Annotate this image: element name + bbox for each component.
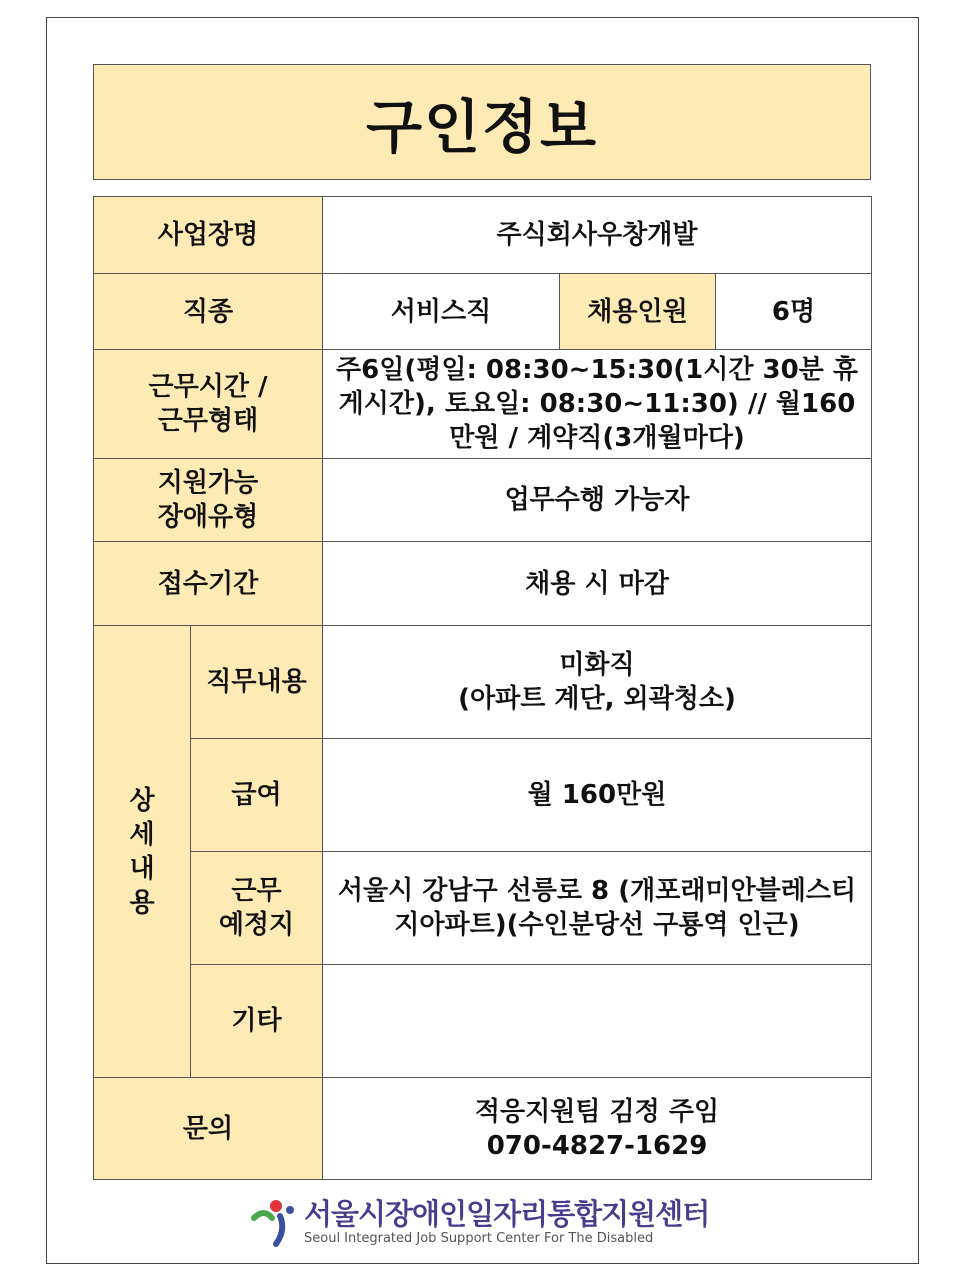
table-row xyxy=(94,626,872,739)
table-row xyxy=(94,274,872,350)
duty-value-line1: 미화직 xyxy=(559,650,635,680)
contact-label: 문의 xyxy=(94,1078,323,1180)
table-row xyxy=(94,965,872,1078)
company-value: 주식회사우창개발 xyxy=(323,197,872,274)
disability-value: 업무수행 가능자 xyxy=(323,459,872,542)
detail-label xyxy=(94,626,191,1078)
org-name-korean: 서울시장애인일자리통합지원센터 xyxy=(304,1197,710,1231)
table-row xyxy=(94,1078,872,1180)
table-row xyxy=(94,739,872,852)
table-row xyxy=(94,542,872,626)
duty-value xyxy=(323,626,872,739)
location-label-line2: 예정지 xyxy=(218,910,295,940)
footer-text xyxy=(304,1197,709,1247)
table-row xyxy=(94,197,872,274)
job-value: 서비스직 xyxy=(323,274,560,350)
footer-logo xyxy=(250,1192,720,1252)
contact-name: 적응지원팀 김정 주임 xyxy=(474,1096,720,1127)
disability-label xyxy=(94,459,323,542)
period-value: 채용 시 마감 xyxy=(323,542,872,626)
pay-value: 월 160만원 xyxy=(323,739,872,852)
org-name-english: Seoul Integrated Job Support Center For The Disabled xyxy=(304,1231,654,1246)
contact-phone: 070-4827-1629 xyxy=(486,1130,708,1161)
pay-label: 급여 xyxy=(191,739,323,852)
etc-value xyxy=(323,965,872,1078)
table-row xyxy=(94,459,872,542)
duty-value-line2: (아파트 계단, 외곽청소) xyxy=(458,684,736,714)
period-label: 접수기간 xyxy=(94,542,323,626)
hire-value: 6명 xyxy=(716,274,872,350)
hours-label-text: 근무시간 / 근무형태 xyxy=(148,372,268,436)
hire-label: 채용인원 xyxy=(560,274,716,350)
detail-label-text: 상세내용 xyxy=(129,785,155,918)
page-title: 구인정보 xyxy=(365,93,599,161)
location-label-line1: 근무 xyxy=(231,876,282,906)
hours-value: 주6일(평일: 08:30~15:30(1시간 30분 휴게시간), 토요일: 08:30~11:30) // 월160만원 / 계약직(3개월마다) xyxy=(323,350,872,459)
table-row xyxy=(94,350,872,459)
location-label xyxy=(191,852,323,965)
etc-label: 기타 xyxy=(191,965,323,1078)
contact-value xyxy=(323,1078,872,1180)
duty-label: 직무내용 xyxy=(191,626,323,739)
title-banner xyxy=(93,64,871,180)
location-value: 서울시 강남구 선릉로 8 (개포래미안블레스티지아파트)(수인분당선 구룡역 인근) xyxy=(323,852,872,965)
job-label: 직종 xyxy=(94,274,323,350)
hours-label xyxy=(94,350,323,459)
org-logo-icon xyxy=(250,1196,298,1248)
company-label: 사업장명 xyxy=(94,197,323,274)
job-info-table xyxy=(93,196,872,1180)
disability-label-text: 지원가능 장애유형 xyxy=(157,468,259,532)
table-row xyxy=(94,852,872,965)
